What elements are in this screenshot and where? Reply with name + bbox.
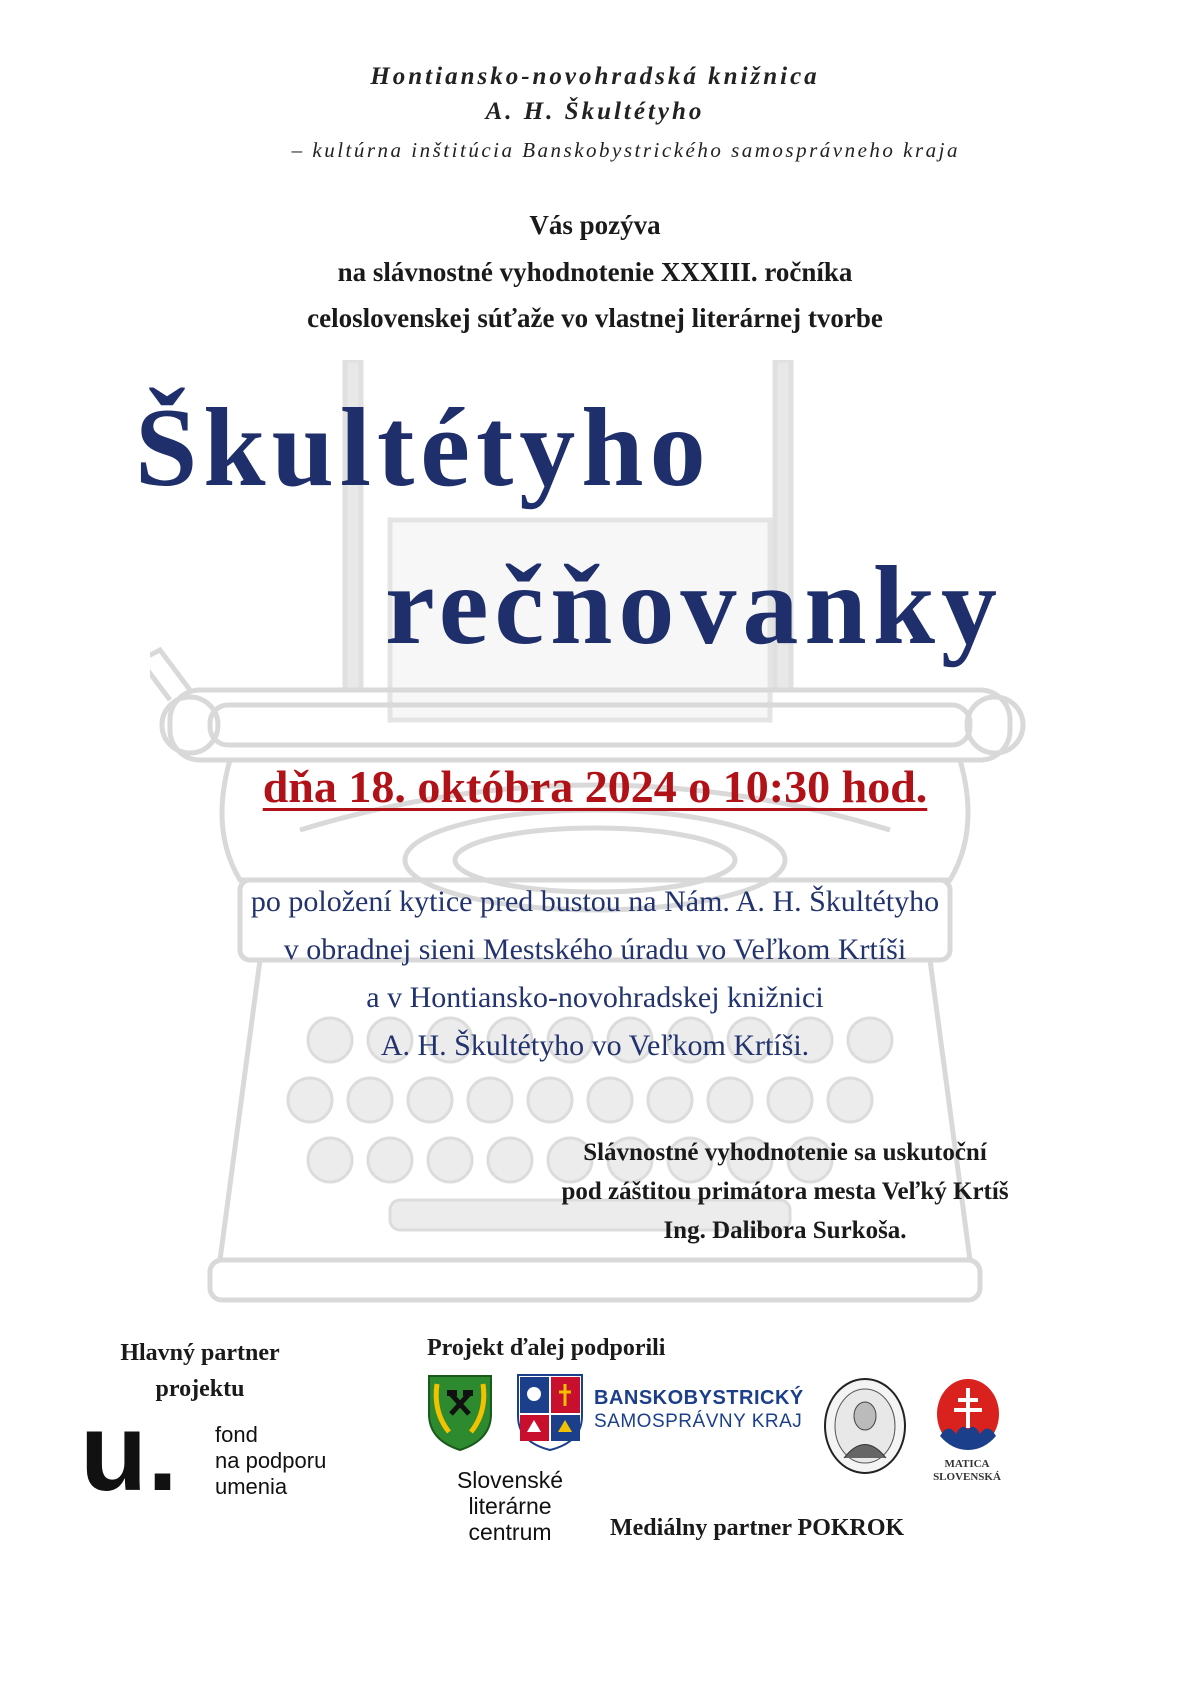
slc-line: centrum <box>468 1519 552 1545</box>
bbsk-wordmark <box>594 1386 804 1434</box>
library-namesake: A. H. Škultétyho <box>485 98 705 125</box>
patronage-line: pod záštitou primátora mesta Veľký Krtíš <box>561 1178 1009 1205</box>
fpu-text-line: umenia <box>215 1474 288 1499</box>
media-partner-label: Mediálny partner POKROK <box>610 1515 905 1541</box>
spolocnost-skultetyho-medallion-icon <box>822 1376 908 1476</box>
fpu-logo <box>80 1391 370 1520</box>
main-partner-label-line: projektu <box>155 1376 245 1402</box>
bbsk-coat-of-arms-icon <box>515 1372 585 1452</box>
fpu-text-line: na podporu <box>215 1448 327 1473</box>
event-details <box>0 878 1190 1070</box>
event-title-line-2: rečňovanky <box>385 544 1003 668</box>
bbsk-line: BANSKOBYSTRICKÝ <box>594 1387 804 1409</box>
invitation-line-1: Vás pozýva <box>529 210 661 240</box>
bbsk-line: SAMOSPRÁVNY KRAJ <box>594 1411 803 1432</box>
details-line: v obradnej sieni Mestského úradu vo Veľkom Krtíši <box>283 933 907 966</box>
slc-line: Slovenské <box>456 1467 564 1493</box>
matica-slovenska-icon <box>934 1376 1002 1456</box>
details-line: A. H. Škultétyho vo Veľkom Krtíši. <box>380 1029 810 1062</box>
library-subtitle: – kultúrna inštitúcia Banskobystrického samosprávneho kraja <box>291 138 960 162</box>
fpu-text <box>215 1422 326 1500</box>
supporters-label: Projekt ďalej podporili <box>427 1335 666 1361</box>
main-partner-label-line: Hlavný partner <box>120 1340 280 1366</box>
slc-line: literárne <box>468 1493 552 1519</box>
invitation-line-3: celoslovenskej súťaže vo vlastnej literárnej tvorbe <box>307 303 883 333</box>
fpu-mark: u. <box>80 1391 178 1514</box>
matica-line: MATICA <box>944 1458 990 1470</box>
patronage-line: Slávnostné vyhodnotenie sa uskutoční <box>583 1139 987 1166</box>
slc-wordmark <box>430 1467 590 1545</box>
fpu-text-line: fond <box>215 1422 258 1447</box>
details-line: po položení kytice pred bustou na Nám. A. H. Škultétyho <box>250 885 940 918</box>
patronage-note <box>500 1133 1070 1250</box>
library-name: Hontiansko-novohradská knižnica <box>370 63 820 90</box>
details-line: a v Hontiansko-novohradskej knižnici <box>366 981 824 1014</box>
matica-line: SLOVENSKÁ <box>933 1471 1001 1483</box>
event-date: dňa 18. októbra 2024 o 10:30 hod. <box>262 761 928 812</box>
velky-krtis-coat-of-arms-icon <box>425 1372 495 1452</box>
event-title-line-1: Škultétyho <box>135 386 712 510</box>
invitation-line-2: na slávnostné vyhodnotenie XXXIII. ročníka <box>337 257 853 287</box>
matica-wordmark <box>912 1458 1022 1484</box>
patronage-line: Ing. Dalibora Surkoša. <box>663 1217 907 1244</box>
